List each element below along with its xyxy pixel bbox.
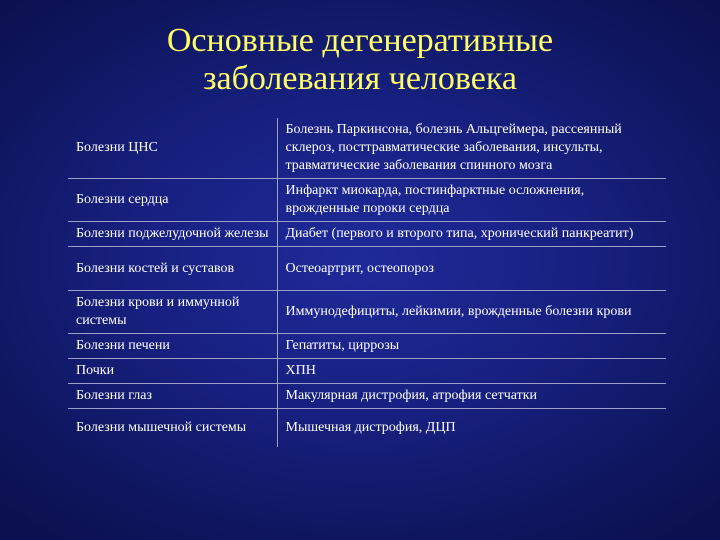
category-cell: Болезни глаз — [68, 384, 277, 409]
disease-table — [68, 118, 666, 447]
category-cell: Болезни мышечной системы — [68, 409, 277, 448]
table-row — [68, 409, 666, 448]
category-cell: Болезни крови и иммунной системы — [68, 291, 277, 334]
slide-title — [0, 22, 720, 98]
table-row — [68, 247, 666, 291]
category-cell: Болезни сердца — [68, 179, 277, 222]
diseases-cell: Макулярная дистрофия, атрофия сетчатки — [285, 388, 538, 403]
diseases-cell: ХПН — [285, 363, 316, 378]
category-cell: Болезни ЦНС — [68, 118, 277, 179]
slide-title-line-1: Основные дегенеративные — [166, 22, 554, 59]
diseases-cell: Инфаркт миокарда, постинфарктные осложнения, врожденные пороки сердца — [285, 183, 585, 216]
diseases-cell: Мышечная дистрофия, ДЦП — [285, 420, 456, 435]
diseases-cell: Гепатиты, циррозы — [285, 338, 400, 353]
diseases-cell: Диабет (первого и второго типа, хронический панкреатит) — [285, 226, 634, 241]
table-row — [68, 222, 666, 247]
slide-title-line-2: заболевания человека — [203, 60, 517, 97]
table-row — [68, 179, 666, 222]
table-row — [68, 291, 666, 334]
table-row — [68, 118, 666, 179]
category-cell: Болезни печени — [68, 334, 277, 359]
category-cell: Болезни костей и суставов — [68, 247, 277, 291]
category-cell: Болезни поджелудочной железы — [68, 222, 277, 247]
diseases-cell: Болезнь Паркинсона, болезнь Альцгеймера, рассеянный склероз, посттравматические заболевания, инсульты, травматические заболевания спинного мозга — [285, 122, 622, 173]
table-row — [68, 334, 666, 359]
diseases-cell: Иммунодефициты, лейкимии, врожденные болезни крови — [285, 304, 632, 319]
category-cell: Почки — [68, 359, 277, 384]
table-row — [68, 384, 666, 409]
diseases-cell: Остеоартрит, остеопороз — [285, 260, 434, 276]
table-row — [68, 359, 666, 384]
